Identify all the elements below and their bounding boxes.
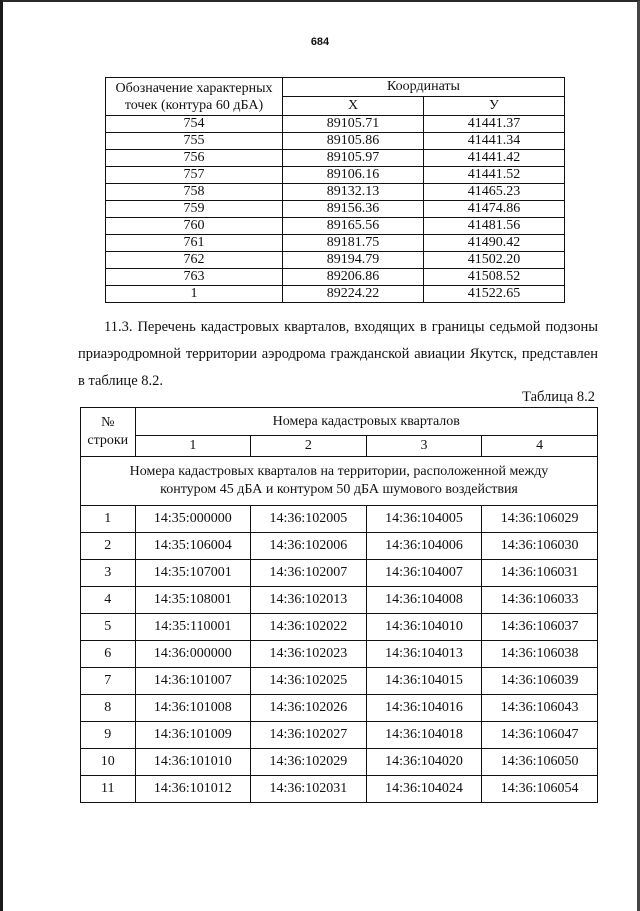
quarter-cell-2: 14:36:102031: [251, 776, 367, 803]
quarter-cell-2: 14:36:102007: [251, 560, 367, 587]
table-row: [106, 116, 565, 133]
quarter-cell-1: 14:36:101008: [135, 695, 251, 722]
x-cell: 89224.22: [283, 286, 424, 303]
table-row: [81, 668, 598, 695]
section-title: Номера кадастровых кварталов на территории, расположенной между контуром 45 дБА и контуром 50 дБА шумового воздействия: [81, 457, 598, 506]
table-row: [106, 150, 565, 167]
quarter-cell-3: 14:36:104010: [366, 614, 482, 641]
x-cell: 89105.97: [283, 150, 424, 167]
quarter-cell-3: 14:36:104005: [366, 506, 482, 533]
table-row: [81, 749, 598, 776]
y-cell: 41474.86: [424, 201, 565, 218]
quarter-cell-4: 14:36:106054: [482, 776, 598, 803]
row-number-cell: 11: [81, 776, 136, 803]
table-row: [106, 218, 565, 235]
table-row: [81, 641, 598, 668]
col-number-2: 2: [251, 436, 367, 457]
quarters-header: Номера кадастровых кварталов: [135, 408, 597, 436]
row-number-cell: 10: [81, 749, 136, 776]
quarter-cell-1: 14:36:101009: [135, 722, 251, 749]
table-row: [81, 560, 598, 587]
row-number-cell: 3: [81, 560, 136, 587]
table-row: [106, 167, 565, 184]
quarter-cell-3: 14:36:104016: [366, 695, 482, 722]
quarter-cell-2: 14:36:102027: [251, 722, 367, 749]
row-number-cell: 7: [81, 668, 136, 695]
coordinates-table-body: [106, 116, 565, 303]
table-row: [81, 695, 598, 722]
quarter-cell-3: 14:36:104015: [366, 668, 482, 695]
quarter-cell-3: 14:36:104018: [366, 722, 482, 749]
y-cell: 41490.42: [424, 235, 565, 252]
table-row: [106, 269, 565, 286]
row-number-header: № строки: [81, 408, 136, 457]
x-cell: 89194.79: [283, 252, 424, 269]
x-cell: 89181.75: [283, 235, 424, 252]
quarter-cell-3: 14:36:104006: [366, 533, 482, 560]
quarter-cell-1: 14:36:101007: [135, 668, 251, 695]
table-row: [106, 252, 565, 269]
table-row: [81, 614, 598, 641]
table-caption: Таблица 8.2: [522, 389, 595, 405]
x-cell: 89156.36: [283, 201, 424, 218]
quarter-cell-4: 14:36:106029: [482, 506, 598, 533]
quarter-cell-3: 14:36:104024: [366, 776, 482, 803]
quarter-cell-3: 14:36:104013: [366, 641, 482, 668]
quarter-cell-1: 14:36:101010: [135, 749, 251, 776]
point-cell: 760: [106, 218, 283, 235]
point-cell: 758: [106, 184, 283, 201]
table-row: [106, 133, 565, 150]
quarter-cell-2: 14:36:102025: [251, 668, 367, 695]
page-number: 684: [310, 36, 330, 48]
y-header: У: [424, 97, 565, 116]
quarter-cell-3: 14:36:104020: [366, 749, 482, 776]
point-cell: 762: [106, 252, 283, 269]
quarter-cell-1: 14:36:000000: [135, 641, 251, 668]
table-row: [106, 201, 565, 218]
col-number-3: 3: [366, 436, 482, 457]
table-row: [81, 722, 598, 749]
quarter-cell-4: 14:36:106050: [482, 749, 598, 776]
quarter-cell-2: 14:36:102029: [251, 749, 367, 776]
quarter-cell-4: 14:36:106039: [482, 668, 598, 695]
row-number-cell: 4: [81, 587, 136, 614]
y-cell: 41441.52: [424, 167, 565, 184]
table-row: [81, 506, 598, 533]
row-number-cell: 5: [81, 614, 136, 641]
col-number-1: 1: [135, 436, 251, 457]
quarter-cell-4: 14:36:106047: [482, 722, 598, 749]
quarter-cell-2: 14:36:102006: [251, 533, 367, 560]
row-number-cell: 9: [81, 722, 136, 749]
quarter-cell-4: 14:36:106043: [482, 695, 598, 722]
y-cell: 41465.23: [424, 184, 565, 201]
x-cell: 89165.56: [283, 218, 424, 235]
quarter-cell-1: 14:35:110001: [135, 614, 251, 641]
y-cell: 41441.42: [424, 150, 565, 167]
quarter-cell-2: 14:36:102026: [251, 695, 367, 722]
row-number-cell: 6: [81, 641, 136, 668]
quarter-cell-4: 14:36:106031: [482, 560, 598, 587]
paragraph-11-3: 11.3. Перечень кадастровых кварталов, входящих в границы седьмой подзоны приаэродромной территории аэродрома гражданской авиации Якутск, представлен в таблице 8.2.: [78, 319, 598, 389]
table-row: [81, 776, 598, 803]
quarter-cell-2: 14:36:102013: [251, 587, 367, 614]
table-row: [106, 184, 565, 201]
quarter-cell-1: 14:35:108001: [135, 587, 251, 614]
cadastral-table-body: [81, 506, 598, 803]
quarter-cell-2: 14:36:102022: [251, 614, 367, 641]
coordinates-header: Координаты: [283, 78, 565, 97]
row-number-cell: 8: [81, 695, 136, 722]
point-cell: 754: [106, 116, 283, 133]
x-cell: 89105.86: [283, 133, 424, 150]
point-cell: 761: [106, 235, 283, 252]
quarter-cell-3: 14:36:104007: [366, 560, 482, 587]
point-cell: 759: [106, 201, 283, 218]
y-cell: 41481.56: [424, 218, 565, 235]
quarter-cell-3: 14:36:104008: [366, 587, 482, 614]
points-header: Обозначение характерных точек (контура 60 дБА): [106, 78, 283, 116]
coordinates-table: [105, 77, 565, 303]
x-cell: 89132.13: [283, 184, 424, 201]
table-row: [81, 533, 598, 560]
y-cell: 41441.37: [424, 116, 565, 133]
quarter-cell-4: 14:36:106030: [482, 533, 598, 560]
table-row: [81, 587, 598, 614]
quarter-cell-4: 14:36:106033: [482, 587, 598, 614]
quarter-cell-1: 14:35:107001: [135, 560, 251, 587]
x-cell: 89206.86: [283, 269, 424, 286]
y-cell: 41502.20: [424, 252, 565, 269]
point-cell: 757: [106, 167, 283, 184]
table-row: [106, 235, 565, 252]
y-cell: 41522.65: [424, 286, 565, 303]
quarter-cell-1: 14:36:101012: [135, 776, 251, 803]
quarter-cell-4: 14:36:106038: [482, 641, 598, 668]
table-row: [106, 286, 565, 303]
quarter-cell-2: 14:36:102005: [251, 506, 367, 533]
y-cell: 41508.52: [424, 269, 565, 286]
cadastral-quarters-table: [80, 407, 598, 803]
point-cell: 755: [106, 133, 283, 150]
x-header: X: [283, 97, 424, 116]
col-number-4: 4: [482, 436, 598, 457]
y-cell: 41441.34: [424, 133, 565, 150]
quarter-cell-2: 14:36:102023: [251, 641, 367, 668]
quarter-cell-1: 14:35:106004: [135, 533, 251, 560]
x-cell: 89105.71: [283, 116, 424, 133]
row-number-cell: 1: [81, 506, 136, 533]
x-cell: 89106.16: [283, 167, 424, 184]
quarter-cell-4: 14:36:106037: [482, 614, 598, 641]
point-cell: 1: [106, 286, 283, 303]
quarter-cell-1: 14:35:000000: [135, 506, 251, 533]
row-number-cell: 2: [81, 533, 136, 560]
point-cell: 756: [106, 150, 283, 167]
point-cell: 763: [106, 269, 283, 286]
